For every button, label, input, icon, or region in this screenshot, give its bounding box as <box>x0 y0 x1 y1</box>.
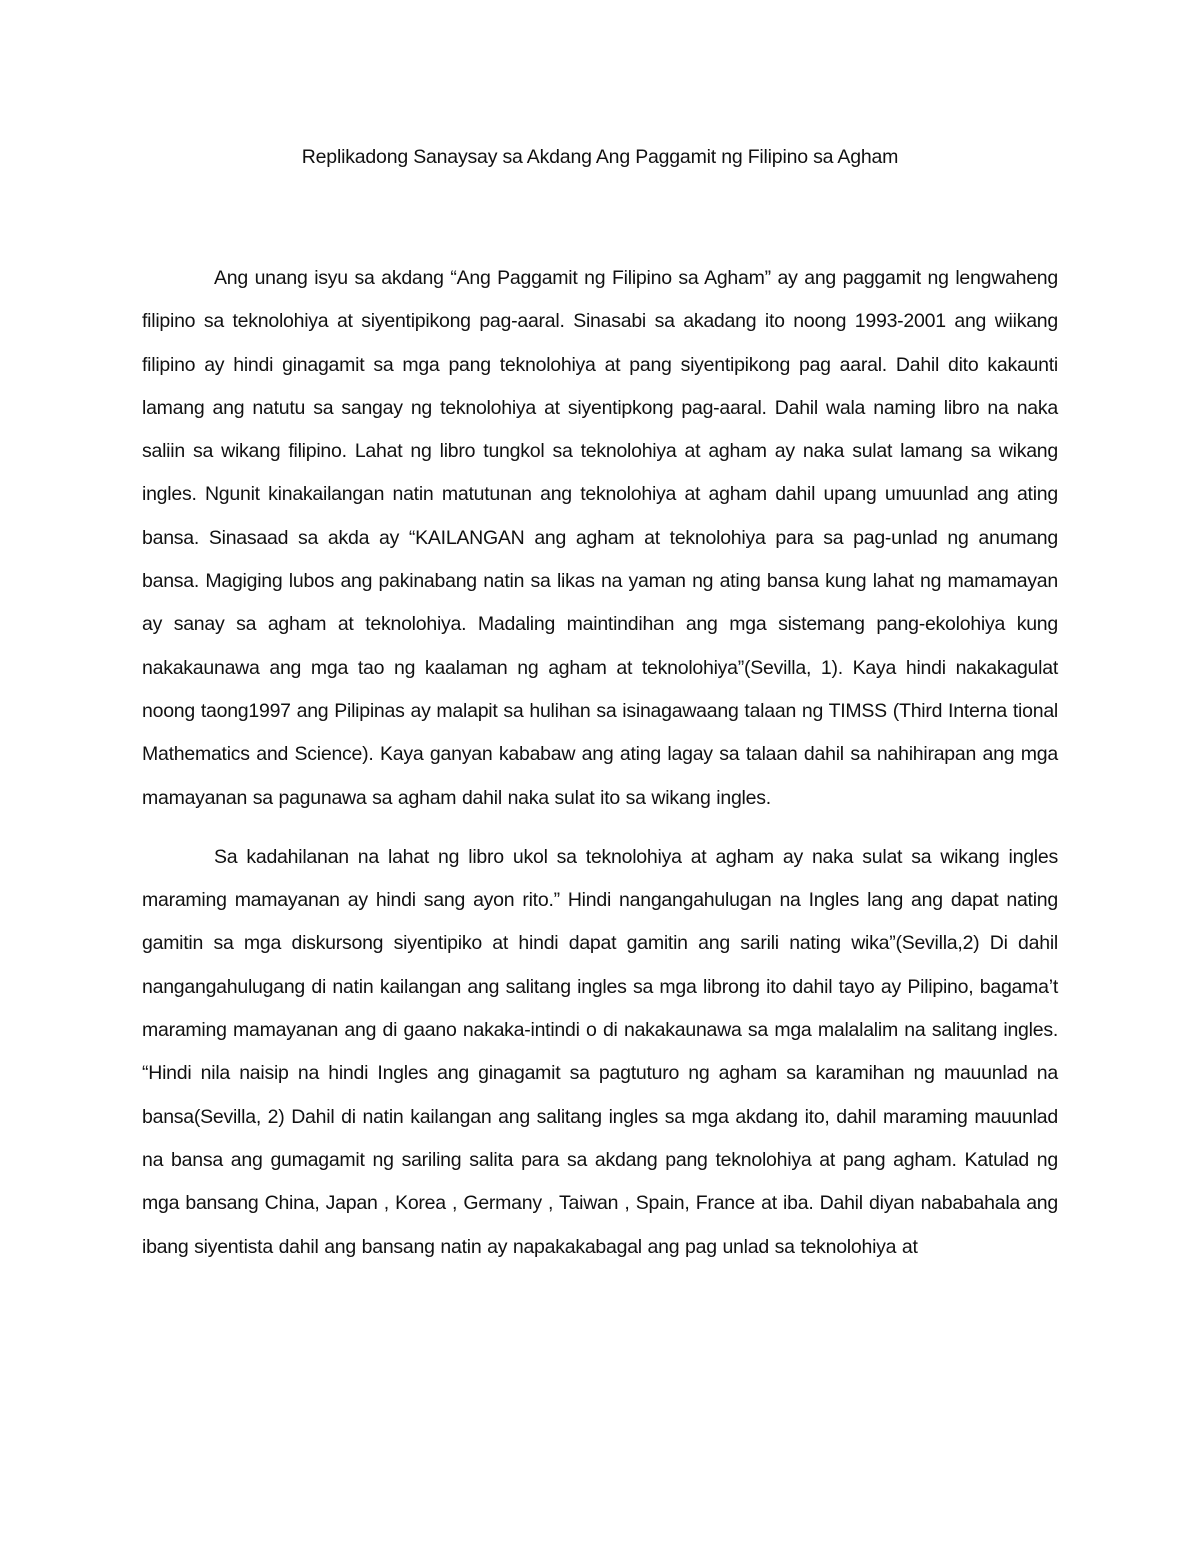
document-body <box>142 257 1058 1285</box>
paragraph-2: Sa kadahilanan na lahat ng libro ukol sa teknolohiya at agham ay naka sulat sa wikang ingles maraming mamayanan ay hindi sang ayon rito.” Hindi nangangahulugan na Ingles lang ang dapat nating gamitin sa mga diskursong siyentipiko at hindi dapat gamitin ang sarili nating wika”(Sevilla,2) Di dahil nangangahulugang di natin kailangan ang salitang ingles sa mga librong ito dahil tayo ay Pilipino, bagama’t maraming mamayanan ang di gaano nakaka-intindi o di nakakaunawa sa mga malalalim na salitang ingles. “Hindi nila naisip na hindi Ingles ang ginagamit sa pagtuturo ng agham sa karamihan ng mauunlad na bansa(Sevilla, 2) Dahil di natin kailangan ang salitang ingles sa mga akdang ito, dahil maraming mauunlad na bansa ang gumagamit ng sariling salita para sa akdang pang teknolohiya at pang agham. Katulad ng mga bansang China, Japan , Korea , Germany , Taiwan , Spain, France at iba. Dahil diyan nababahala ang ibang siyentista dahil ang bansang natin ay napakakabagal ang pag unlad sa teknolohiya at <box>142 845 1058 1258</box>
paragraph-1: Ang unang isyu sa akdang “Ang Paggamit ng Filipino sa Agham” ay ang paggamit ng lengwaheng filipino sa teknolohiya at siyentipikong pag-aaral. Sinasabi sa akadang ito noong 1993-2001 ang wiikang filipino ay hindi ginagamit sa mga pang teknolohiya at pang siyentipikong pag aaral. Dahil dito kakaunti lamang ang natutu sa sangay ng teknolohiya at siyentipkong pag-aaral. Dahil wala naming libro na naka saliin sa wikang filipino. Lahat ng libro tungkol sa teknolohiya at agham ay naka sulat lamang sa wikang ingles. Ngunit kinakailangan natin matutunan ang teknolohiya at agham dahil upang umuunlad ang ating bansa. Sinasaad sa akda ay “KAILANGAN ang agham at teknolohiya para sa pag-unlad ng anumang bansa. Magiging lubos ang pakinabang natin sa likas na yaman ng ating bansa kung lahat ng mamamayan ay sanay sa agham at teknolohiya. Madaling maintindihan ang mga sistemang pang-ekolohiya kung nakakaunawa ang mga tao ng kaalaman ng agham at teknolohiya”(Sevilla, 1). Kaya hindi nakakagulat noong taong1997 ang Pilipinas ay malapit sa hulihan sa isinagawaang talaan ng TIMSS (Third Interna tional Mathematics and Science). Kaya ganyan kababaw ang ating lagay sa talaan dahil sa nahihirapan ang mga mamayanan sa pagunawa sa agham dahil naka sulat ito sa wikang ingles. <box>142 267 1058 809</box>
document-title: Replikadong Sanaysay sa Akdang Ang Paggamit ng Filipino sa Agham <box>301 146 899 168</box>
